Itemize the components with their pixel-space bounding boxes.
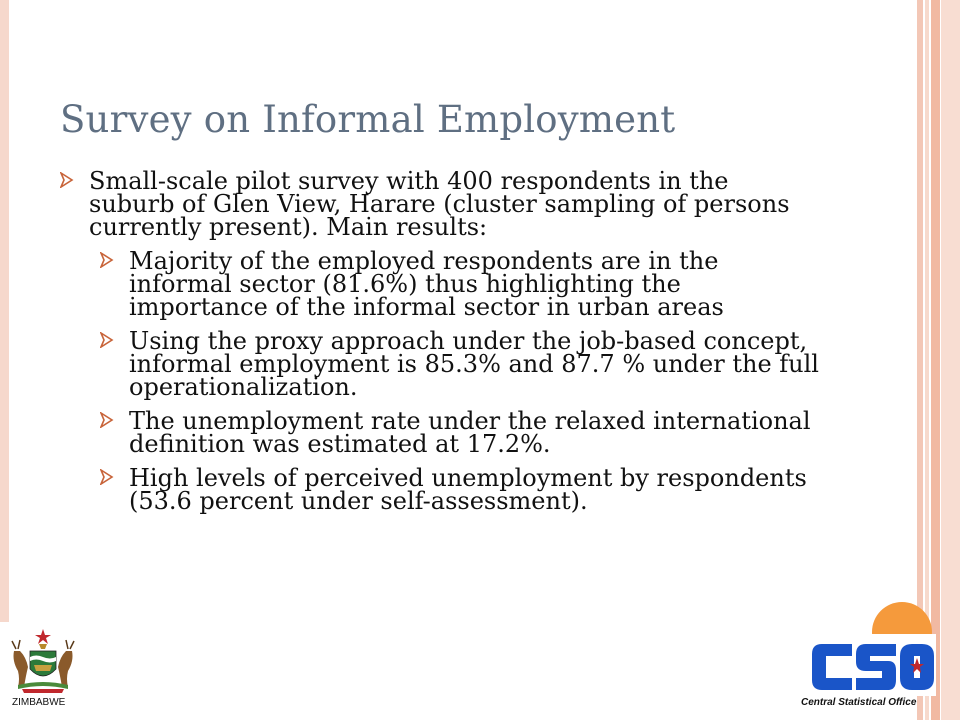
left-border-decoration (0, 0, 9, 622)
sub-bullet-text: Majority of the employed respondents are in the informal sector (81.6%) thus highlighting the importance of the informal sector in urban areas (129, 247, 724, 321)
cso-logo-icon (808, 596, 936, 696)
sub-bullet-item (60, 327, 820, 401)
bullet-text: Small-scale pilot survey with 400 respondents in the suburb of Glen View, Harare (cluster sampling of persons currently present). Main results: (89, 167, 790, 241)
bullet-item (60, 167, 820, 241)
cso-label: Central Statistical Office (801, 697, 917, 708)
right-stripe-decoration (941, 0, 960, 720)
zimbabwe-label: ZIMBABWE (12, 697, 66, 708)
arrow-bullet-icon (100, 252, 114, 268)
zimbabwe-coat-of-arms-icon (6, 627, 80, 695)
sub-bullet-text: Using the proxy approach under the job-based concept, informal employment is 85.3% and 87.7 % under the full operationalization. (129, 327, 819, 401)
arrow-bullet-icon (100, 412, 114, 428)
sub-bullet-item (60, 464, 820, 515)
bullet-list (60, 167, 820, 515)
arrow-bullet-icon (100, 469, 114, 485)
slide-title: Survey on Informal Employment (60, 98, 676, 141)
arrow-bullet-icon (60, 172, 74, 188)
sub-bullet-item (60, 247, 820, 321)
sub-bullet-text: The unemployment rate under the relaxed international definition was estimated at 17.2%. (129, 407, 811, 458)
arrow-bullet-icon (100, 332, 114, 348)
sub-bullet-text: High levels of perceived unemployment by respondents (53.6 percent under self-assessment). (129, 464, 807, 515)
sub-bullet-item (60, 407, 820, 458)
